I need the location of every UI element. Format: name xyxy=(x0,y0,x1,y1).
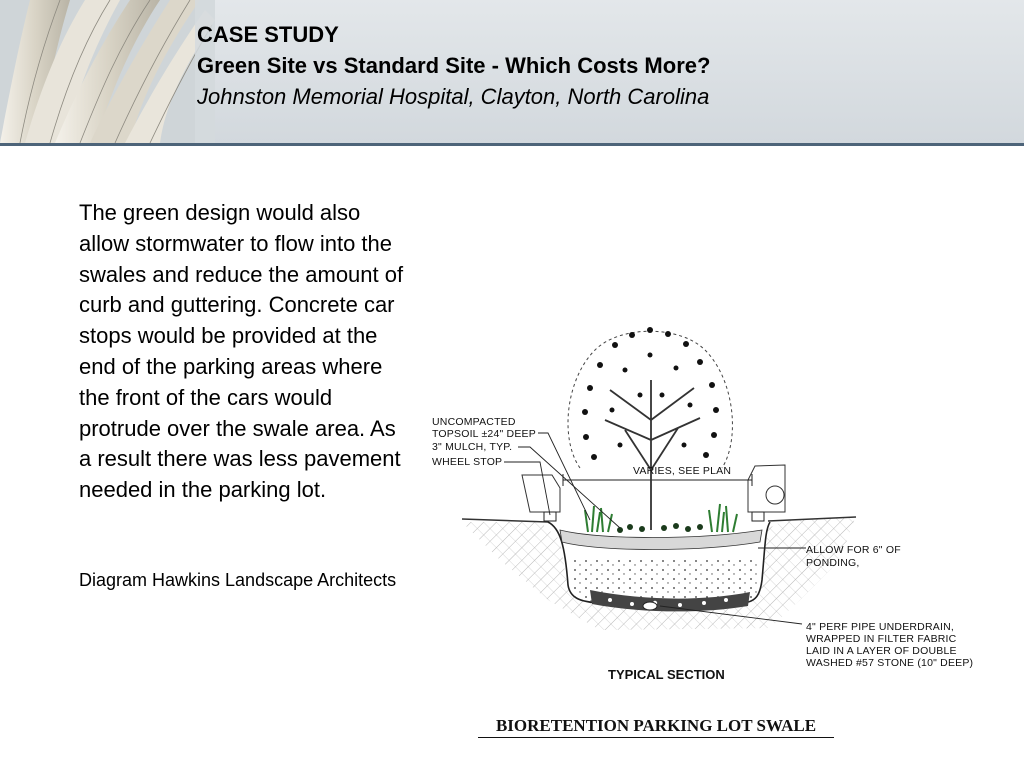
mulch-label: 3" MULCH, TYP. xyxy=(432,441,513,453)
header-banner xyxy=(0,0,1024,145)
title-block xyxy=(197,19,710,112)
pipe-label-line3: LAID IN A LAYER OF DOUBLE xyxy=(806,645,957,657)
slide-title: Green Site vs Standard Site - Which Costs More? xyxy=(197,53,711,78)
header-divider xyxy=(0,143,1024,146)
wheel-stop-label: WHEEL STOP xyxy=(432,456,503,468)
pipe-label-line1: 4" PERF PIPE UNDERDRAIN, xyxy=(806,621,954,633)
case-study-label: CASE STUDY xyxy=(197,22,339,47)
varies-label: VARIES, SEE PLAN xyxy=(633,465,732,477)
diagram-credit: Diagram Hawkins Landscape Architects xyxy=(79,570,397,590)
slide-subtitle: Johnston Memorial Hospital, Clayton, North Carolina xyxy=(197,84,710,109)
diagram-caption: BIORETENTION PARKING LOT SWALE xyxy=(478,716,834,738)
topsoil-label-line1: UNCOMPACTED xyxy=(432,416,516,428)
pipe-label-line2: WRAPPED IN FILTER FABRIC xyxy=(806,633,957,645)
book-pages-image xyxy=(0,0,215,143)
section-title: TYPICAL SECTION xyxy=(608,667,725,682)
pipe-label-line4: WASHED #57 STONE (10" DEEP) xyxy=(806,657,974,669)
swale-section-diagram xyxy=(425,318,985,748)
ponding-label-line2: PONDING, xyxy=(806,557,860,569)
topsoil-label-line2: TOPSOIL ±24" DEEP xyxy=(432,428,536,440)
ponding-label-line1: ALLOW FOR 6" OF xyxy=(806,544,901,556)
body-paragraph: The green design would also allow stormwater to flow into the swales and reduce the amount of curb and guttering. Concrete car stops would be provided at the end of the parking areas where the front of the cars would protrude over the swale area. As a result there was less pavement needed in the parking lot. xyxy=(79,200,404,503)
